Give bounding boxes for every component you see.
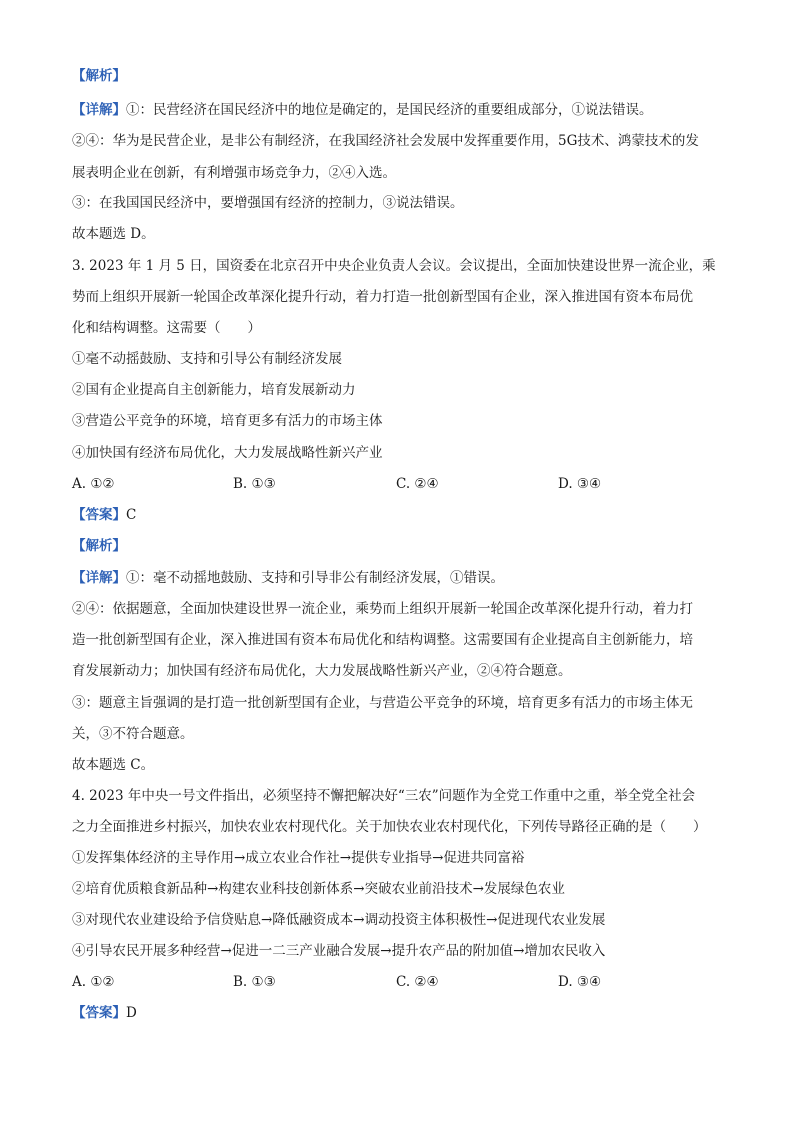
text-line	[72, 569, 722, 587]
section-tag: 【解析】	[72, 68, 126, 84]
line-text: 之力全面推进乡村振兴，加快农业农村现代化。关于加快农业农村现代化，下列传导路径正确的是（ ）	[72, 819, 707, 835]
answer-option: D. ③④	[558, 974, 602, 990]
line-text: ④引导农民开展多种经营→促进一二三产业融合发展→提升农产品的附加值→增加农民收入	[72, 943, 606, 959]
line-text: 4. 2023 年中央一号文件指出，必须坚持不懈把解决好“三农”问题作为全党工作重中之重，举全党全社会	[72, 788, 696, 804]
line-text: ④加快国有经济布局优化，大力发展战略性新兴产业	[72, 445, 383, 461]
line-text: C	[126, 507, 137, 523]
line-text: 故本题选 C。	[72, 757, 155, 773]
section-tag: 【答案】	[72, 1005, 126, 1021]
section-tag: 【详解】	[72, 102, 126, 118]
text-line	[72, 164, 722, 182]
text-line	[72, 444, 722, 462]
section-tag: 【答案】	[72, 507, 126, 523]
line-text: ③对现代农业建设给予信贷贴息→降低融资成本→调动投资主体积极性→促进现代农业发展	[72, 912, 606, 928]
line-text: ②④：依据题意，全面加快建设世界一流企业，乘势而上组织开展新一轮国企改革深化提升行动，着力打	[72, 601, 693, 617]
text-line	[72, 101, 722, 119]
text-line	[72, 880, 722, 898]
text-line	[72, 662, 722, 680]
text-line	[72, 67, 722, 85]
line-text: 关，③不符合题意。	[72, 726, 194, 742]
line-text: ②培育优质粮食新品种→构建农业科技创新体系→突破农业前沿技术→发展绿色农业	[72, 881, 565, 897]
text-line	[72, 1004, 722, 1022]
text-line	[72, 942, 722, 960]
answer-option: A. ①②	[72, 974, 115, 990]
answer-option: C. ②④	[396, 476, 439, 492]
text-line	[72, 194, 722, 212]
answer-option: C. ②④	[396, 974, 439, 990]
line-text: ①：民营经济在国民经济中的地位是确定的，是国民经济的重要组成部分，①说法错误。	[126, 102, 653, 118]
line-text: ①：毫不动摇地鼓励、支持和引导非公有制经济发展，①错误。	[126, 570, 504, 586]
line-text: ①毫不动摇鼓励、支持和引导公有制经济发展	[72, 351, 342, 367]
text-line	[72, 319, 722, 337]
answer-option: D. ③④	[558, 476, 602, 492]
answer-option: B. ①③	[233, 974, 276, 990]
text-line	[72, 412, 722, 430]
section-tag: 【详解】	[72, 570, 126, 586]
line-text: 势而上组织开展新一轮国企改革深化提升行动，着力打造一批创新型国有企业，深入推进国有资本布局优	[72, 289, 693, 305]
line-text: 3. 2023 年 1 月 5 日，国资委在北京召开中央企业负责人会议。会议提出，全面加快建设世界一流企业，乘	[72, 258, 716, 274]
text-line	[72, 725, 722, 743]
text-line	[72, 600, 722, 618]
text-line	[72, 350, 722, 368]
text-line	[72, 288, 722, 306]
line-text: ②④：华为是民营企业，是非公有制经济，在我国经济社会发展中发挥重要作用，5G技术、鸿蒙技术的发	[72, 133, 699, 149]
text-line	[72, 132, 722, 150]
text-line	[72, 257, 722, 275]
section-tag: 【解析】	[72, 538, 126, 554]
line-text: ③：题意主旨强调的是打造一批创新型国有企业，与营造公平竞争的环境，培育更多有活力的市场主体无	[72, 695, 693, 711]
line-text: 造一批创新型国有企业，深入推进国有资本布局优化和结构调整。这需要国有企业提高自主创新能力，培	[72, 632, 693, 648]
line-text: ①发挥集体经济的主导作用→成立农业合作社→提供专业指导→促进共同富裕	[72, 850, 525, 866]
text-line	[72, 694, 722, 712]
line-text: D	[126, 1005, 137, 1021]
text-line	[72, 818, 722, 836]
line-text: ②国有企业提高自主创新能力，培育发展新动力	[72, 382, 356, 398]
answer-option: A. ①②	[72, 476, 115, 492]
line-text: 故本题选 D。	[72, 226, 155, 242]
line-text: 化和结构调整。这需要（ ）	[72, 320, 261, 336]
answer-option: B. ①③	[233, 476, 276, 492]
text-line	[72, 225, 722, 243]
text-line	[72, 537, 722, 555]
text-line	[72, 849, 722, 867]
line-text: 育发展新动力；加快国有经济布局优化，大力发展战略性新兴产业，②④符合题意。	[72, 663, 572, 679]
line-text: 展表明企业在创新，有利增强市场竞争力，②④入选。	[72, 165, 396, 181]
text-line	[72, 381, 722, 399]
text-line	[72, 756, 722, 774]
text-line	[72, 631, 722, 649]
text-line	[72, 787, 722, 805]
text-line	[72, 506, 722, 524]
line-text: ③：在我国国民经济中，要增强国有经济的控制力，③说法错误。	[72, 195, 464, 211]
text-line	[72, 911, 722, 929]
line-text: ③营造公平竞争的环境，培育更多有活力的市场主体	[72, 413, 383, 429]
